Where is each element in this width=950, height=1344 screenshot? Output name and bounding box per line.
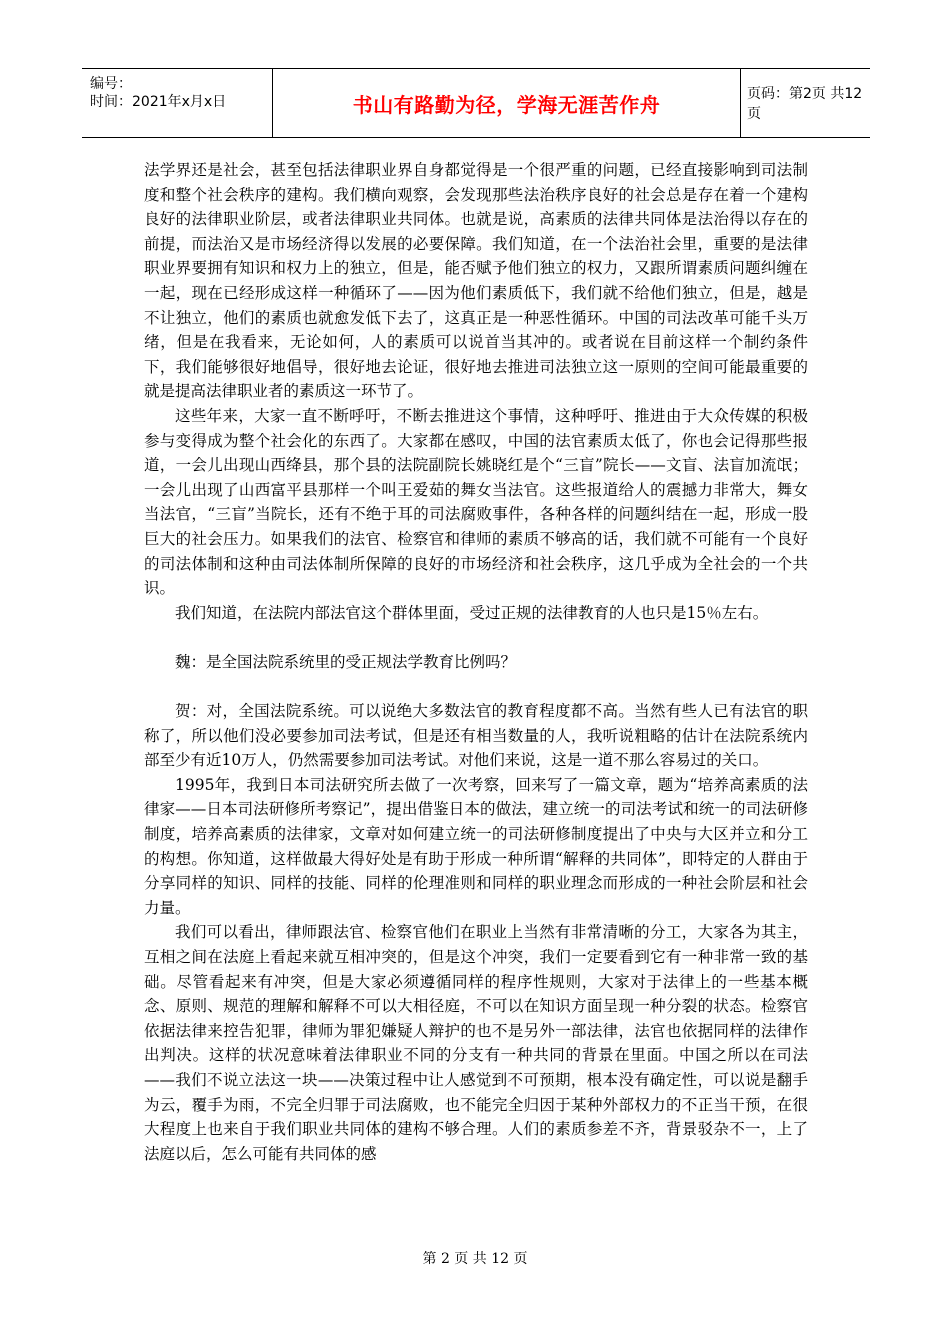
paragraph: 我们知道，在法院内部法官这个群体里面，受过正规的法律教育的人也只是15％左右。 xyxy=(175,603,769,622)
header-motto-cell xyxy=(273,69,741,137)
doc-date: 时间：2021年x月x日 xyxy=(90,94,227,110)
header-page-number: 页码：第2页 共12页 xyxy=(747,86,863,122)
paragraph: 我们可以看出，律师跟法官、检察官他们在职业上当然有非常清晰的分工，大家各为其主，互相之间在法庭上看起来就互相冲突的，但是这个冲突，我们一定要看到它有一种非常一致的基础。尽管看起来有冲突，但是大家必须遵循同样的程序性规则，大家对于法律上的一些基本概念、原则、规范的理解和解释不可以大相径庭，不可以在知识方面呈现一种分裂的状态。检察官依据法律来控告犯罪，律师为罪犯嫌疑人辩护的也不是另外一部法律，法官也依据同样的法律作出判决。这样的状况意味着法律职业不同的分支有一种共同的背景在里面。中国之所以在司法——我们不说立法这一块——决策过程中让人感觉到不可预期，根本没有确定性，可以说是翻手为云，覆手为雨，不完全归罪于司法腐败，也不能完全归因于某种外部权力的不正当干预，在很大程度上也来自于我们职业共同体的建构不够合理。人们的素质参差不齐，背景驳杂不一，上了法庭以后，怎么可能有共同体的感 xyxy=(144,923,808,1163)
page-footer: 第 2 页 共 12 页 xyxy=(422,1251,528,1267)
paragraph: 法学界还是社会，甚至包括法律职业界自身都觉得是一个很严重的问题，已经直接影响到司法制度和整个社会秩序的建构。我们横向观察，会发现那些法治秩序良好的社会总是存在着一个建构良好的法律职业阶层，或者法律职业共同体。也就是说，高素质的法律共同体是法治得以存在的前提，而法治又是市场经济得以发展的必要保障。我们知道，在一个法治社会里，重要的是法律职业界要拥有知识和权力上的独立，但是，能否赋予他们独立的权力，又跟所谓素质问题纠缠在一起，现在已经形成这样一种循环了——因为他们素质低下，我们就不给他们独立，但是，越是不让独立，他们的素质也就愈发低下去了，这真正是一种恶性循环。中国的司法改革可能千头万绪，但是在我看来，无论如何，人的素质可以说首当其冲的。或者说在目前这样一个制约条件下，我们能够很好地倡导，很好地去论证，很好地去推进司法独立这一原则的空间可能最重要的就是提高法律职业者的素质这一环节了。 xyxy=(144,161,808,401)
header-page-cell xyxy=(741,69,870,137)
page-header xyxy=(82,68,870,138)
document-body xyxy=(144,158,808,1166)
paragraph-question: 魏：是全国法院系统里的受正规法学教育比例吗？ xyxy=(175,652,517,671)
header-left-cell xyxy=(82,69,273,137)
paragraph: 这些年来，大家一直不断呼吁，不断去推进这个事情，这种呼吁、推进由于大众传媒的积极参与变得成为整个社会化的东西了。大家都在感叹，中国的法官素质太低了，你也会记得那些报道，一会儿出现山西绛县，那个县的法院副院长姚晓红是个“三盲”院长——文盲、法盲加流氓；一会儿出现了山西富平县那样一个叫王爱茹的舞女当法官。这些报道给人的震撼力非常大，舞女当法官，“三盲”当院长，还有不绝于耳的司法腐败事件，各种各样的问题纠结在一起，形成一股巨大的社会压力。如果我们的法官、检察官和律师的素质不够高的话，我们就不可能有一个良好的司法体制和这种由司法体制所保障的良好的市场经济和社会秩序，这几乎成为全社会的一个共识。 xyxy=(144,406,808,598)
header-motto: 书山有路勤为径，学海无涯苦作舟 xyxy=(352,92,661,117)
paragraph: 1995年，我到日本司法研究所去做了一次考察，回来写了一篇文章，题为“培养高素质的法律家——日本司法研修所考察记”，提出借鉴日本的做法，建立统一的司法考试和统一的司法研修制度，培养高素质的法律家，文章对如何建立统一的司法研修制度提出了中央与大区并立和分工的构想。你知道，这样做最大得好处是有助于形成一种所谓“解释的共同体”，即特定的人群由于分享同样的知识、同样的技能、同样的伦理准则和同样的职业理念而形成的一种社会阶层和社会力量。 xyxy=(144,775,808,917)
doc-number: 编号： xyxy=(90,76,132,92)
paragraph-answer: 贺：对，全国法院系统。可以说绝大多数法官的教育程度都不高。当然有些人已有法官的职称了，所以他们没必要参加司法考试，但是还有相当数量的人，我听说粗略的估计在法院系统内部至少有近10万人，仍然需要参加司法考试。对他们来说，这是一道不那么容易过的关口。 xyxy=(144,702,808,770)
